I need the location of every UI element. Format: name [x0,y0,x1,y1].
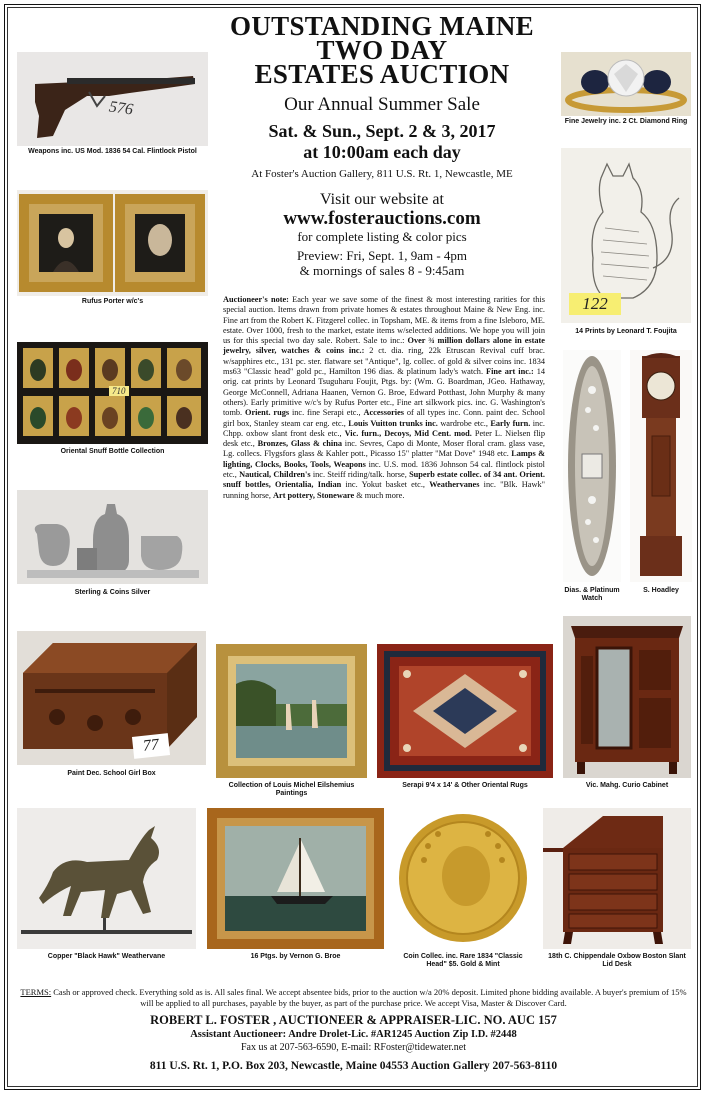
diamond-ring-caption: Fine Jewelry inc. 2 Ct. Diamond Ring [564,118,688,125]
note-text-1: Each year we save some of the finest & most interesting rarities for this special auction. Items drawn from private homes & estates throughout Maine & New Eng. inc. Fine art from the Robert K. Fitzgerel collec. in Topsham, ME. & items from a fine Isleboro, ME. estate. Over 1000, fresh to the market, estate items w/selected additions. We hope you will join us for this special two day sale. Robert. Sale to inc.: [223,295,545,346]
note-text-12: inc. Yokut basket etc., [341,480,430,490]
snuff-bottles-photo [17,342,208,444]
snuff-bottles-caption: Oriental Snuff Bottle Collection [60,448,165,455]
rufus-porter-photo [17,190,208,296]
sale-dates: Sat. & Sun., Sept. 2 & 3, 2017 [268,121,496,141]
title-line-1: OUTSTANDING MAINE [230,11,534,41]
preview-hours: Preview: Fri, Sept. 1, 9am - 4pm [296,248,468,263]
pistol-lot-tag: 576 [108,98,135,119]
note-bold-2: Over ¾ million dollars alone in estate jewelry, silver, watches & coins inc.: [223,336,545,356]
note-bold-11: Nautical, Children's [239,470,311,480]
gold-coin-photo [394,808,532,949]
visit-text: Visit our website at [320,191,444,208]
title-line-2: TWO DAY [316,35,448,65]
box-lot-tag: 77 [132,733,170,759]
platinum-watch-caption: Dias. & Platinum Watch [564,587,620,602]
weathervane-photo [17,808,196,949]
sale-location: At Foster's Auction Gallery, 811 U.S. Rt. 1, Newcastle, ME [251,168,513,180]
title-line-3: ESTATES AUCTION [254,59,510,89]
eilshemius-painting-photo [216,644,367,778]
snuff-lot-tag: 710 [109,386,129,396]
diamond-ring-photo [561,52,691,116]
terms-body: Cash or approved check. Everything sold as is. All sales final. We accept absentee bids, prior to the auction w/a 20% deposit. Limited phone bidding available. A buyer's premium of 15% will be applied to all purchases, payable by the buyer, as part of the purchase price. We accept Visa, Master & Discover Card. [51,987,687,1008]
note-bold-3: Fine art inc.: [486,367,534,377]
sale-time: at 10:00am each day [303,142,461,162]
note-text-10: inc. U.S. mod. 1836 Johnson 54 cal. flintlock pistol etc., [223,459,545,480]
curio-cabinet-caption: Vic. Mahg. Curio Cabinet [585,782,669,789]
pistol-caption: Weapons inc. US Mod. 1836 54 Cal. Flintlock Pistol [28,148,197,155]
foujita-lot-tag: 122 [569,293,621,315]
serapi-rug-caption: Serapi 9'4 x 14' & Other Oriental Rugs [402,782,528,789]
note-text-2: 2 ct. dia. ring, 22k Etruscan Revival cuff brac. w/sapphires etc., 131 pc. ster. flatware set "Antique", lg. collec. of gold & silver coins inc. 1834 ms63 "Classic head" gold pc., Hamilton 196 dias. & platinum lady's watch. [223,346,545,377]
note-bold-4: Orient. rugs [244,408,290,418]
note-text-4: inc. fine Serapi etc., [289,408,364,418]
morning-hours: & mornings of sales 8 - 9:45am [299,263,465,278]
contact-line: Fax us at 207-563-6590, E-mail: RFoster@tidewater.net [240,1042,466,1053]
foujita-print-photo [561,148,691,323]
serapi-rug-photo [377,644,553,778]
note-text-13: inc. "Blk. Hawk" running horse, [223,480,545,500]
note-text-14: & much more. [354,490,405,500]
note-bold-13: Weathervanes [429,480,480,490]
flyer-header [222,11,542,278]
broe-painting-caption: 16 Ptgs. by Vernon G. Broe [250,953,341,960]
note-text-7: inc. Chpp. oxbow slant front desk etc., [223,418,545,438]
terms-text [14,987,693,1008]
slant-lid-desk-caption: 18th C. Chippendale Oxbow Boston Slant Lid Desk [548,953,686,968]
note-lead: Auctioneer's note: [223,295,289,304]
sterling-silver-photo [17,490,208,584]
note-bold-6: Louis Vuitton trunks inc. [348,418,438,428]
note-text-9: inc. Sevres, Capo di Monte, Moser floral cram. glass vase, Lg. collecs. Flygsfors glass & Kahler pott., Picasso 15" platter "Mat Dove" 1948 etc. [223,439,545,459]
address-line: 811 U.S. Rt. 1, P.O. Box 203, Newcastle, Maine 04553 Auction Gallery 207-563-8110 [149,1060,558,1072]
terms-lead: TERMS: [20,987,52,997]
note-bold-8: Vic. furn., Decoys, Mid Cent. mod. [344,428,472,438]
foujita-caption: 14 Prints by Leonard T. Foujita [575,328,677,335]
note-bold-5: Accessories [363,408,405,418]
note-text-11: inc. Steiff riding/talk. horse, [310,470,410,480]
note-text-3: 14 orig. cat prints by Leonard Tsuguharu Foujit, Ptgs. by: (Wm. G. Boardman, JGeo. Hathaway, George McConnell, Adriana Haanen, Vernon G. Broe, Edward Potthast, John Murphy & many others). Early primitive w/c's by Rufus Porter etc., Fine art silkwork pics. inc. G. Washington's tomb. [223,367,546,418]
note-bold-9: Bronzes, Glass & china [257,439,342,449]
pistol-photo [17,52,208,146]
gold-coin-caption: Coin Collec. inc. Rare 1834 "Classic Head" $5. Gold & Mint [403,953,523,968]
note-text-5: of all types inc. Conn. paint dec. School girl box, Stanley steam car eng. etc., [223,408,545,428]
assistant-line: Assistant Auctioneer: Andre Drolet-Lic. #AR1245 Auction Zip I.D. #2448 [190,1029,517,1040]
note-bold-7: Early furn. [490,418,531,428]
subtitle: Our Annual Summer Sale [284,94,480,115]
rufus-porter-caption: Rufus Porter w/c's [81,298,144,305]
platinum-watch-photo [563,350,621,582]
website-link[interactable]: www.fosterauctions.com [283,208,481,229]
listing-text: for complete listing & color pics [297,229,467,244]
auctioneer-note [223,295,545,501]
school-girl-box-photo [17,631,206,765]
tall-clock-photo [630,350,692,582]
auctioneer-line: ROBERT L. FOSTER , AUCTIONEER & APPRAISER-LIC. NO. AUC 157 [150,1013,557,1027]
flyer-footer [14,987,693,1074]
sterling-silver-caption: Sterling & Coins Silver [74,589,151,596]
slant-lid-desk-photo [543,808,691,949]
curio-cabinet-photo [563,616,691,778]
broe-painting-photo [207,808,384,949]
note-bold-10: Lamps & lighting, Clocks, Books, Tools, Weapons [223,449,545,469]
eilshemius-caption: Collection of Louis Michel Eilshemius Paintings [228,782,355,797]
tall-clock-caption: S. Hoadley [643,587,679,594]
note-text-6: wardrobe etc., [437,418,491,428]
school-girl-box-caption: Paint Dec. School Girl Box [67,770,156,777]
note-bold-14: Art pottery, Stoneware [273,490,355,500]
note-bold-12: Superb estate collec. of 34 ant. Orient. snuff bottles, Orientalia, Indian [223,470,545,490]
weathervane-caption: Copper "Black Hawk" Weathervane [47,953,166,960]
note-text-8: Peter L. Nielsen flip desk etc., [223,428,545,449]
